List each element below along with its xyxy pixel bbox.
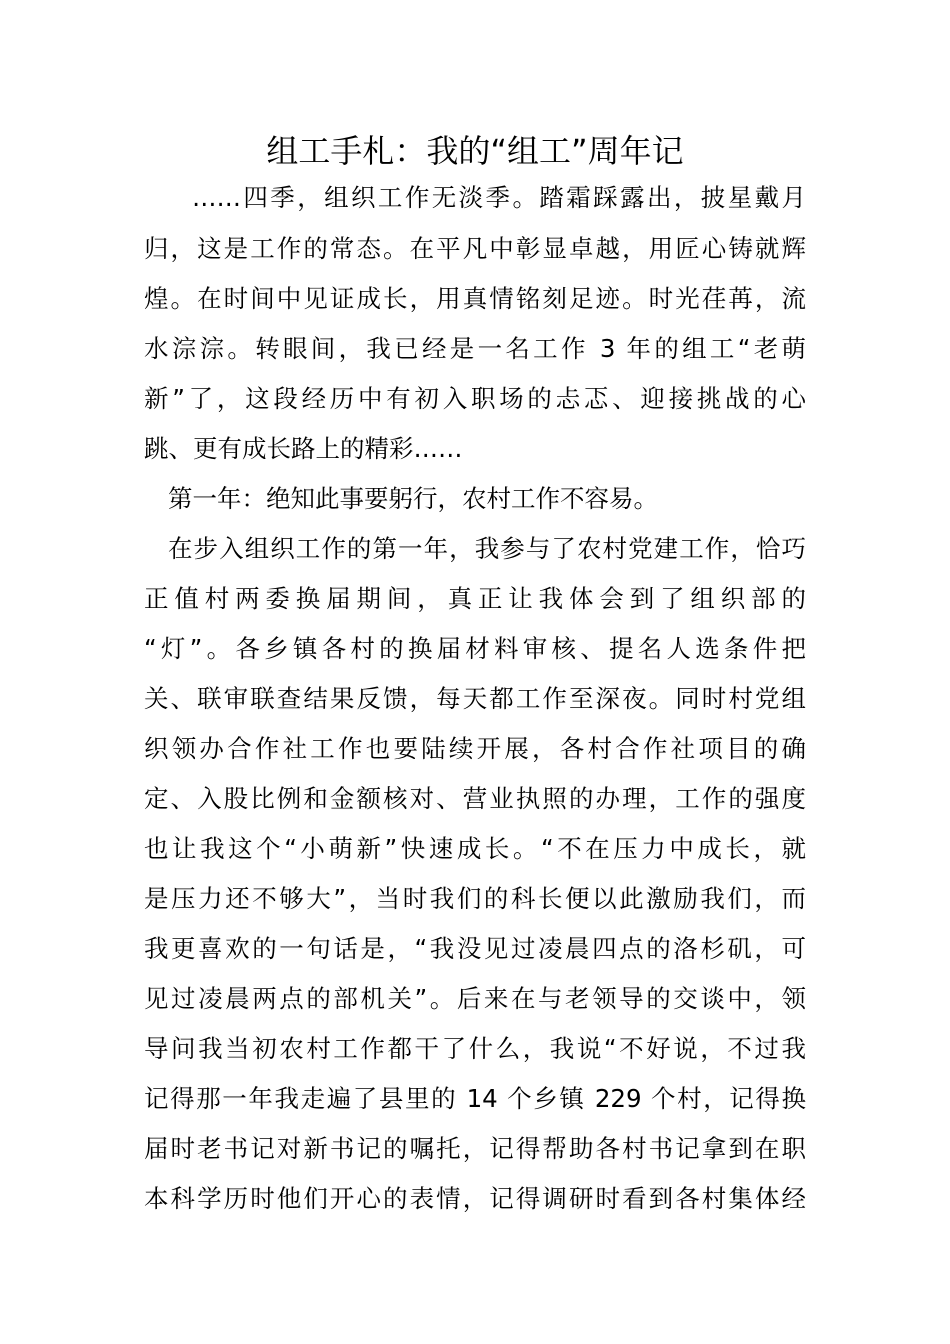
body-line-8: 是压力还不够大”，当时我们的科长便以此激励我们，而 bbox=[144, 884, 806, 913]
intro-line-4: 水淙淙。转眼间，我已经是一名工作 3 年的组工“老萌 bbox=[144, 334, 806, 363]
body-line-12: 记得那一年我走遍了县里的 14 个乡镇 229 个村，记得换 bbox=[144, 1084, 806, 1113]
intro-line-3: 煌。在时间中见证成长，用真情铭刻足迹。时光荏苒，流 bbox=[144, 284, 806, 313]
body-line-4: 关、联审联查结果反馈，每天都工作至深夜。同时村党组 bbox=[144, 684, 806, 713]
body-line-10: 见过凌晨两点的部机关”。后来在与老领导的交谈中，领 bbox=[144, 984, 806, 1013]
intro-line-6: 跳、更有成长路上的精彩…… bbox=[144, 434, 463, 463]
body-line-6: 定、入股比例和金额核对、营业执照的办理，工作的强度 bbox=[144, 784, 806, 813]
body-line-13: 届时老书记对新书记的嘱托，记得帮助各村书记拿到在职 bbox=[144, 1134, 806, 1163]
body-line-1: 在步入组织工作的第一年，我参与了农村党建工作，恰巧 bbox=[168, 534, 806, 563]
intro-line-5: 新”了，这段经历中有初入职场的忐忑、迎接挑战的心 bbox=[144, 384, 806, 413]
body-line-7: 也让我这个“小萌新”快速成长。“不在压力中成长，就 bbox=[144, 834, 806, 863]
section-heading: 第一年：绝知此事要躬行，农村工作不容易。 bbox=[168, 484, 658, 513]
body-line-2: 正值村两委换届期间，真正让我体会到了组织部的 bbox=[144, 584, 806, 613]
body-line-14: 本科学历时他们开心的表情，记得调研时看到各村集体经 bbox=[144, 1184, 806, 1213]
body-line-5: 织领办合作社工作也要陆续开展，各村合作社项目的确 bbox=[144, 734, 806, 763]
body-line-9: 我更喜欢的一句话是，“我没见过凌晨四点的洛杉矶，可 bbox=[144, 934, 806, 963]
document-title: 组工手札：我的“组工”周年记 bbox=[266, 132, 684, 170]
body-line-3: “灯”。各乡镇各村的换届材料审核、提名人选条件把 bbox=[144, 634, 806, 663]
intro-line-1: ……四季，组织工作无淡季。踏霜踩露出，披星戴月 bbox=[192, 183, 806, 212]
intro-line-2: 归，这是工作的常态。在平凡中彰显卓越，用匠心铸就辉 bbox=[144, 234, 806, 263]
body-line-11: 导问我当初农村工作都干了什么，我说“不好说，不过我 bbox=[144, 1034, 806, 1063]
